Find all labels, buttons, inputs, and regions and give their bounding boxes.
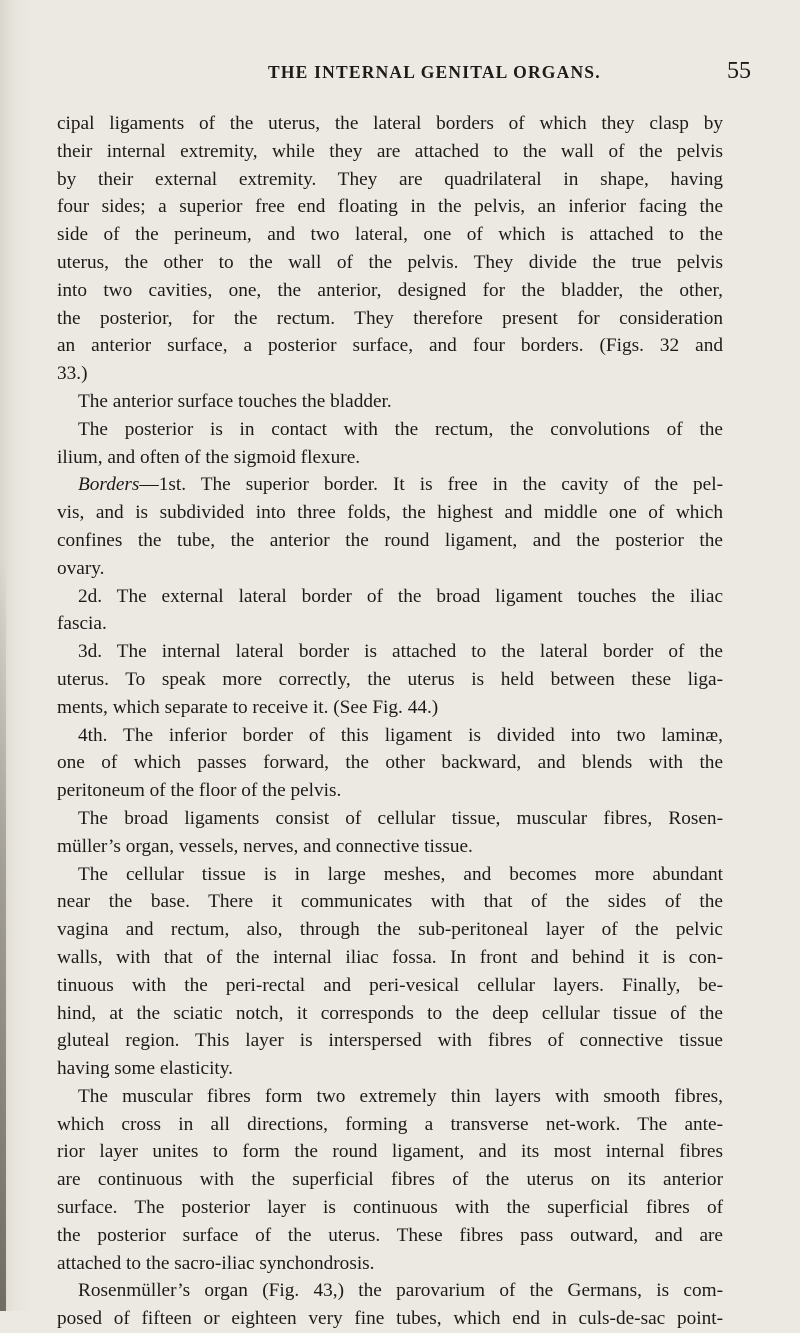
text-line: which cross in all directions, forming a transverse net-work. The ante- xyxy=(57,1113,723,1135)
text-line: attached to the sacro-iliac synchondrosis. xyxy=(57,1252,375,1274)
text-line: side of the perineum, and two lateral, one of which is attached to the xyxy=(57,224,723,246)
text-line: The posterior is in contact with the rectum, the convolutions of the xyxy=(78,418,723,440)
text-line: confines the tube, the anterior the round ligament, and the posterior the xyxy=(57,529,723,551)
text-line: The muscular fibres form two extremely thin layers with smooth fibres, xyxy=(78,1085,723,1107)
text-line: the posterior surface of the uterus. These fibres pass outward, and are xyxy=(57,1224,723,1246)
text-line: The cellular tissue is in large meshes, and becomes more abundant xyxy=(78,863,723,885)
text-line: an anterior surface, a posterior surface, and four borders. (Figs. 32 and xyxy=(57,335,723,357)
text-line: vagina and rectum, also, through the sub-peritoneal layer of the pelvic xyxy=(57,919,723,941)
text-line: uterus, the other to the wall of the pelvis. They divide the true pelvis xyxy=(57,251,723,273)
text-line: near the base. There it communicates with that of the sides of the xyxy=(57,891,723,913)
text-line: walls, with that of the internal iliac fossa. In front and behind it is con- xyxy=(57,946,723,968)
text-line: four sides; a superior free end floating in the pelvis, an inferior facing the xyxy=(57,196,723,218)
text-line: having some elasticity. xyxy=(57,1058,233,1080)
text-line: uterus. To speak more correctly, the uterus is held between these liga- xyxy=(57,668,723,690)
text-line: fascia. xyxy=(57,613,107,635)
text-line: Borders—1st. The superior border. It is free in the cavity of the pel- xyxy=(78,474,723,496)
text-line: 3d. The internal lateral border is attached to the lateral border of the xyxy=(78,641,723,663)
text-line: ments, which separate to receive it. (See Fig. 44.) xyxy=(57,696,439,718)
page-number: 55 xyxy=(727,58,751,84)
text-line: one of which passes forward, the other backward, and blends with the xyxy=(57,752,723,774)
text-line: ilium, and often of the sigmoid flexure. xyxy=(57,446,361,468)
text-line: The broad ligaments consist of cellular tissue, muscular fibres, Rosen- xyxy=(78,807,723,829)
text-line: by their external extremity. They are quadrilateral in shape, having xyxy=(57,168,723,190)
page-edge-shadow xyxy=(0,560,6,1311)
running-title: THE INTERNAL GENITAL ORGANS. xyxy=(268,62,601,82)
text-line: Rosenmüller’s organ (Fig. 43,) the parovarium of the Germans, is com- xyxy=(78,1280,723,1302)
text-line: surface. The posterior layer is continuous with the superficial fibres of xyxy=(57,1197,723,1219)
text-line: the posterior, for the rectum. They therefore present for consideration xyxy=(57,307,723,329)
text-line: 2d. The external lateral border of the broad ligament touches the iliac xyxy=(78,585,723,607)
text-line: 4th. The inferior border of this ligament is divided into two laminæ, xyxy=(78,724,723,746)
body-text xyxy=(57,110,723,1333)
text-line: 33.) xyxy=(57,363,88,385)
text-line: are continuous with the superficial fibres of the uterus on its anterior xyxy=(57,1169,723,1191)
running-head xyxy=(0,58,800,88)
text-line: ovary. xyxy=(57,557,105,579)
text-line: into two cavities, one, the anterior, designed for the bladder, the other, xyxy=(57,279,723,301)
text-line: The anterior surface touches the bladder. xyxy=(78,390,392,412)
text-line: cipal ligaments of the uterus, the lateral borders of which they clasp by xyxy=(57,113,723,134)
text-line: hind, at the sciatic notch, it corresponds to the deep cellular tissue of the xyxy=(57,1002,723,1024)
text-line: gluteal region. This layer is interspersed with fibres of connective tissue xyxy=(57,1030,723,1052)
text-line: peritoneum of the floor of the pelvis. xyxy=(57,780,342,802)
text-line: rior layer unites to form the round ligament, and its most internal fibres xyxy=(57,1141,723,1163)
text-line: tinuous with the peri-rectal and peri-vesical cellular layers. Finally, be- xyxy=(57,974,723,996)
text-line: posed of fifteen or eighteen very fine tubes, which end in culs-de-sac point- xyxy=(57,1308,723,1330)
text-line: vis, and is subdivided into three folds, the highest and middle one of which xyxy=(57,502,723,524)
text-line: müller’s organ, vessels, nerves, and connective tissue. xyxy=(57,835,473,857)
text-line: their internal extremity, while they are attached to the wall of the pelvis xyxy=(57,140,723,162)
